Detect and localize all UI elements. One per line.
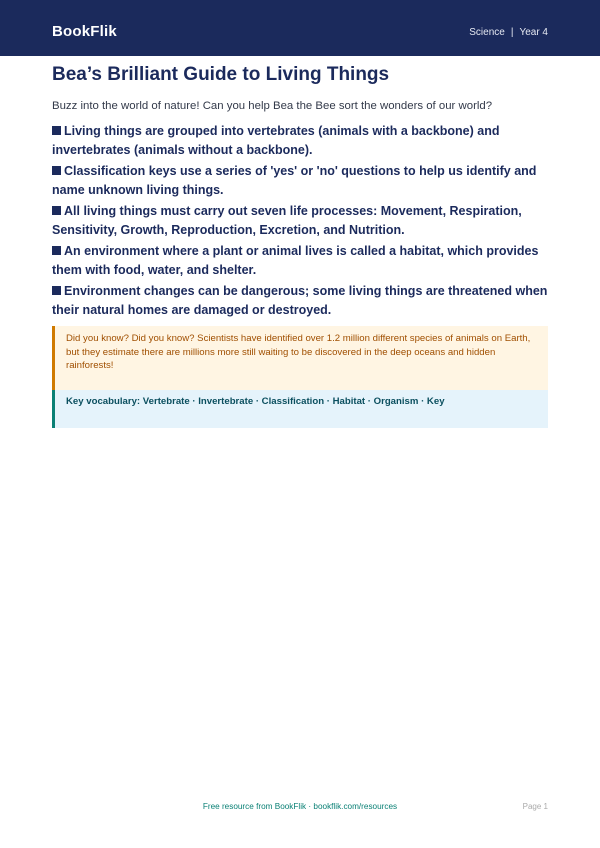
header-separator: | [510, 27, 514, 38]
key-point-text: An environment where a plant or animal lives is called a habitat, which provides them with food, water, and shelter. [52, 244, 539, 277]
key-point-text: Classification keys use a series of 'yes' or 'no' questions to help us identify and name unknown living things. [52, 164, 537, 197]
key-vocabulary-text: Key vocabulary: Vertebrate · Invertebrate · Classification · Habitat · Organism · Key [66, 396, 445, 407]
year-label: Year 4 [519, 27, 548, 38]
key-point [52, 122, 552, 161]
did-you-know-text: Did you know? Did you know? Scientists have identified over 1.2 million different species of animals on Earth, but they estimate there are millions more still waiting to be discovered in the deep oceans and hidden rainforests! [66, 333, 531, 372]
header-meta [469, 0, 548, 56]
square-bullet-icon [52, 286, 61, 295]
page-title: Bea’s Brilliant Guide to Living Things [52, 64, 390, 85]
intro-text: Buzz into the world of nature! Can you help Bea the Bee sort the wonders of our world? [52, 100, 493, 112]
square-bullet-icon [52, 246, 61, 255]
key-point [52, 202, 552, 241]
key-point [52, 282, 552, 321]
brand-logo[interactable]: BookFlik [52, 23, 117, 40]
footer-credit[interactable]: Free resource from BookFlik · bookflik.com/resources [202, 802, 398, 811]
square-bullet-icon [52, 126, 61, 135]
square-bullet-icon [52, 206, 61, 215]
key-point [52, 242, 552, 281]
page-number: Page 1 [522, 802, 548, 811]
key-point-text: Living things are grouped into vertebrates (animals with a backbone) and invertebrates (animals without a backbone). [52, 124, 500, 157]
key-point-text: Environment changes can be dangerous; some living things are threatened when their natural homes are damaged or destroyed. [52, 284, 548, 317]
header-bar [0, 0, 600, 56]
square-bullet-icon [52, 166, 61, 175]
key-point [52, 162, 552, 201]
key-point-text: All living things must carry out seven life processes: Movement, Respiration, Sensitivity, Growth, Reproduction, Excretion, and Nutrition. [52, 204, 522, 237]
key-vocabulary-box [52, 390, 548, 428]
subject-label: Science [469, 27, 505, 38]
key-points-list [52, 122, 552, 322]
did-you-know-box [52, 326, 548, 390]
